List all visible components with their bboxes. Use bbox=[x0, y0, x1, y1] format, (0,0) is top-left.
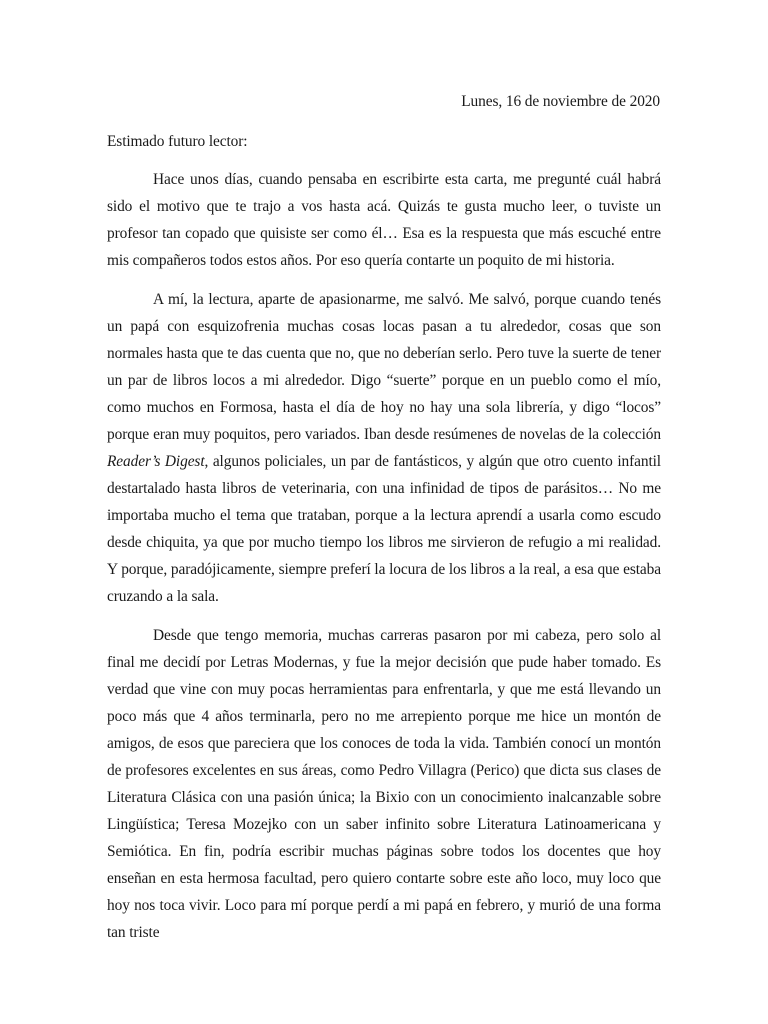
collection-title: Reader’s Digest bbox=[107, 453, 205, 470]
paragraph-3: Desde que tengo memoria, muchas carreras pasaron por mi cabeza, pero solo al final me decidí por Letras Modernas, y fue la mejor decisión que pude haber tomado. Es verdad que vine con muy pocas herramientas para enfrentarla, y que me está llevando un poco más que 4 años terminarla, pero no me arrepiento porque me hice un montón de amigos, de esos que pareciera que los conoces de toda la vida. También conocí un montón de profesores excelentes en sus áreas, como Pedro Villagra (Perico) que dicta sus clases de Literatura Clásica con una pasión única; la Bixio con un conocimiento inalcanzable sobre Lingüística; Teresa Mozejko con un saber infinito sobre Literatura Latinoamericana y Semiótica. En fin, podría escribir muchas páginas sobre todos los docentes que hoy enseñan en esta hermosa facultad, pero quiero contarte sobre este año loco, muy loco que hoy nos toca vivir. Loco para mí porque perdí a mi papá en febrero, y murió de una forma tan triste bbox=[107, 627, 661, 941]
letter-date: Lunes, 16 de noviembre de 2020 bbox=[461, 93, 660, 110]
letter-body bbox=[107, 166, 661, 946]
paragraph-1: Hace unos días, cuando pensaba en escribirte esta carta, me pregunté cuál habrá sido el motivo que te trajo a vos hasta acá. Quizás te gusta mucho leer, o tuviste un profesor tan copado que quisiste ser como él… Esa es la respuesta que más escuché entre mis compañeros todos estos años. Por eso quería contarte un poquito de mi historia. bbox=[107, 171, 661, 269]
paragraph-2-text-end: , algunos policiales, un par de fantásticos, y algún que otro cuento infantil destartalado hasta libros de veterinaria, con una infinidad de tipos de parásitos… No me importaba mucho el tema que trataban, porque a la lectura aprendí a usarla como escudo desde chiquita, ya que por mucho tiempo los libros me sirvieron de refugio a mi realidad. Y porque, paradójicamente, siempre preferí la locura de los libros a la real, a esa que estaba cruzando a la sala. bbox=[107, 453, 661, 605]
paragraph-2 bbox=[107, 286, 661, 610]
paragraph-2-text-start: A mí, la lectura, aparte de apasionarme, me salvó. Me salvó, porque cuando tenés un papá con esquizofrenia muchas cosas locas pasan a tu alrededor, cosas que son normales hasta que te das cuenta que no, que no deberían serlo. Pero tuve la suerte de tener un par de libros locos a mi alrededor. Digo “suerte” porque en un pueblo como el mío, como muchos en Formosa, hasta el día de hoy no hay una sola librería, y digo “locos” porque eran muy poquitos, pero variados. Iban desde resúmenes de novelas de la colección bbox=[107, 291, 661, 443]
letter-salutation: Estimado futuro lector: bbox=[107, 133, 248, 150]
